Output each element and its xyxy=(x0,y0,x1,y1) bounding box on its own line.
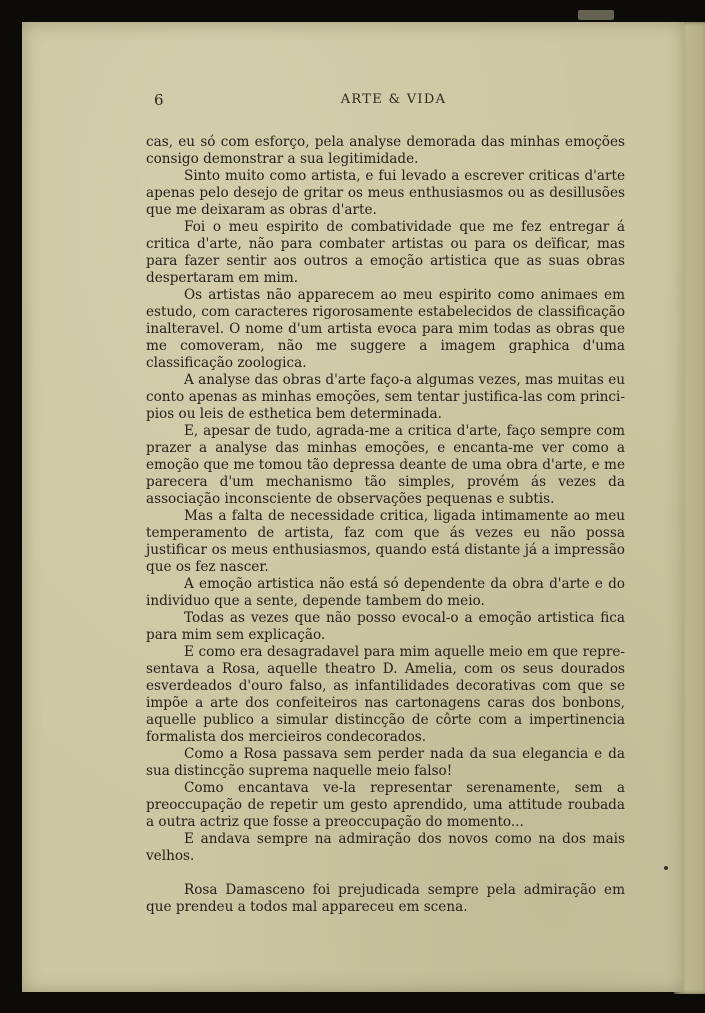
binding-mark xyxy=(578,10,614,20)
running-title: ARTE & VIDA xyxy=(340,92,447,107)
paragraph: Mas a falta de necessidade critica, ligada intimamente ao meu temperamento de artista, faz com que ás vezes eu não possa justificar os meus enthusiasmos, quando está distante já a impressão que os fez nascer. xyxy=(146,508,625,575)
paragraph: A emoção artistica não está só dependente da obra d'arte e do individuo que a sente, depende tambem do meio. xyxy=(146,576,625,609)
paragraph: A analyse das obras d'arte faço-a algumas vezes, mas muitas eu conto apenas as minhas emoções, sem tentar justifica-las com principios ou leis de esthetica bem determinada. xyxy=(146,372,625,422)
body-text xyxy=(146,134,625,916)
paragraph: Os artistas não apparecem ao meu espirito como animaes em estudo, com caracteres rigorosamente estabelecidos de classificação inalteravel. O nome d'um artista evoca para mim todas as obras que me comoveram, não me suggere a imagem graphica d'uma classificação zoologica. xyxy=(146,287,625,371)
paragraph: E, apesar de tudo, agrada-me a critica d'arte, faço sempre com prazer a analyse das minhas emoções, e encanta-me ver como a emoção que me tomou tão depressa deante de uma obra d'arte, e me parecera d'um mechanismo tão simples, provém ás vezes da associação inconsciente de observações pequenas e subtis. xyxy=(146,423,625,507)
paragraph: E andava sempre na admiração dos novos como na dos mais velhos. xyxy=(146,831,625,864)
paragraph: Sinto muito como artista, e fui levado a escrever criticas d'arte apenas pelo desejo de gritar os meus enthusiasmos ou as desillusões que me deixaram as obras d'arte. xyxy=(146,168,625,218)
ink-speck xyxy=(664,866,668,870)
page-number: 6 xyxy=(154,91,164,109)
paragraph: Todas as vezes que não posso evocal-o a emoção artistica fica para mim sem explicação. xyxy=(146,610,625,643)
paragraph: Como encantava ve-la representar serenamente, sem a preoccupação de repetir um gesto aprendido, uma attitude roubada a outra actriz que fosse a preoccupação do momento... xyxy=(146,780,625,830)
paragraph: Foi o meu espirito de combatividade que me fez entregar á critica d'arte, não para combater artistas ou para os deïficar, mas para fazer sentir aos outros a emoção artistica que as suas obras despertaram em mim. xyxy=(146,219,625,286)
paragraph: Rosa Damasceno foi prejudicada sempre pela admiração em que prendeu a todos mal appareceu em scena. xyxy=(146,882,625,915)
paragraph: E como era desagradavel para mim aquelle meio em que representava a Rosa, aquelle theatro D. Amelia, com os seus dourados esverdeados d'ouro falso, as infantilidades decorativas com que se impõe a arte dos confeiteiros nas cartonagens caras dos bonbons, aquelle publico a simular distincção de côrte com a impertinencia formalista dos mercieiros condecorados. xyxy=(146,644,625,745)
paragraph: Como a Rosa passava sem perder nada da sua elegancia e da sua distincção suprema naquelle meio falso! xyxy=(146,746,625,779)
paragraph: cas, eu só com esforço, pela analyse demorada das minhas emoções consigo demonstrar a sua legitimidade. xyxy=(146,134,625,167)
